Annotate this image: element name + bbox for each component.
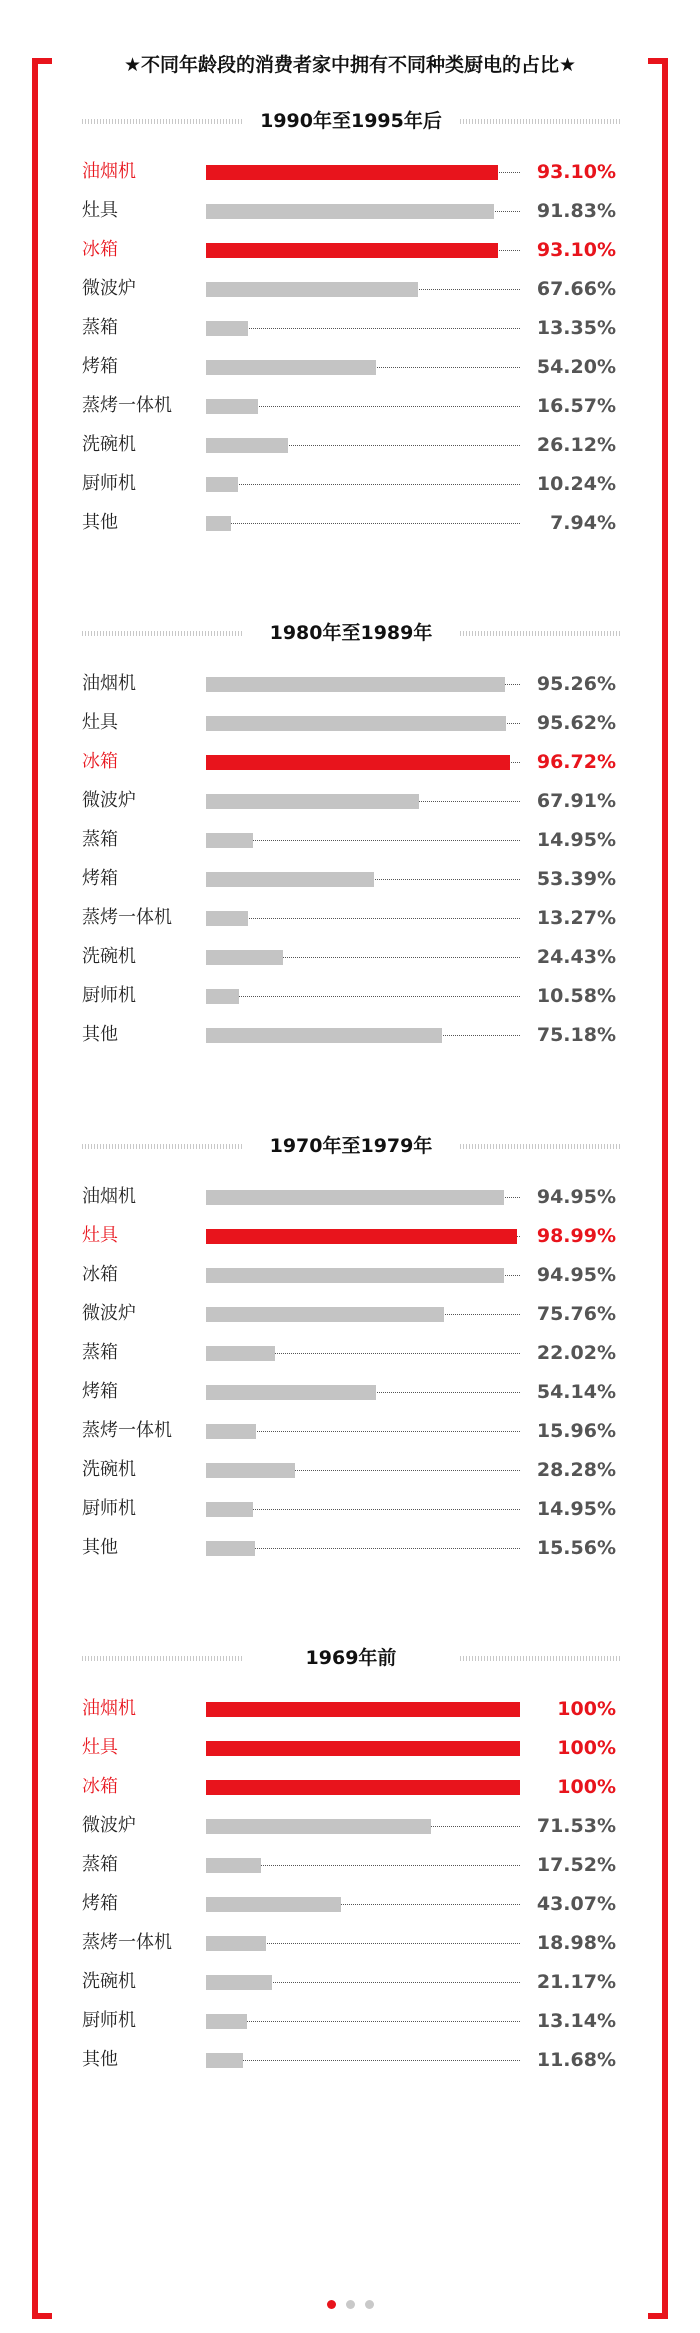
category-label: 洗碗机: [82, 434, 136, 455]
category-label: 厨师机: [82, 473, 136, 494]
value-label: 71.53%: [536, 1815, 616, 1837]
value-label: 91.83%: [536, 200, 616, 222]
section-title: 1969年前: [305, 1647, 397, 1669]
bar-row: [0, 1808, 700, 1847]
value-label: 95.62%: [536, 712, 616, 734]
bar-row: [0, 1413, 700, 1452]
category-label: 油烟机: [82, 673, 136, 694]
bar: [206, 911, 248, 926]
bar-track: [206, 996, 520, 997]
value-label: 18.98%: [536, 1932, 616, 1954]
bar: [206, 989, 239, 1004]
bar: [206, 1190, 504, 1205]
bar-row: [0, 1491, 700, 1530]
bar-row: [0, 310, 700, 349]
bar: [206, 716, 506, 731]
pagination-dots: [0, 2294, 700, 2313]
bar-row: [0, 978, 700, 1017]
section-title: 1990年至1995年后: [260, 110, 442, 132]
bar: [206, 1307, 444, 1322]
bar-row: [0, 1530, 700, 1569]
bar: [206, 2053, 243, 2068]
bar: [206, 1858, 261, 1873]
value-label: 17.52%: [536, 1854, 616, 1876]
value-label: 14.95%: [536, 829, 616, 851]
category-label: 冰箱: [82, 239, 118, 260]
value-label: 16.57%: [536, 395, 616, 417]
bar-rows: [0, 1179, 700, 1569]
category-label: 冰箱: [82, 1776, 118, 1797]
bar-row: [0, 939, 700, 978]
pagination-dot[interactable]: [346, 2300, 355, 2309]
bar-row: [0, 154, 700, 193]
value-label: 100%: [557, 1698, 616, 1720]
bar: [206, 282, 418, 297]
bar-row: [0, 1017, 700, 1056]
bar: [206, 1385, 376, 1400]
value-label: 75.76%: [536, 1303, 616, 1325]
bar: [206, 677, 505, 692]
bar-row: [0, 2003, 700, 2042]
bar-row: [0, 783, 700, 822]
bar: [206, 1741, 520, 1756]
category-label: 微波炉: [82, 1303, 136, 1324]
category-label: 蒸烤一体机: [82, 907, 172, 928]
value-label: 22.02%: [536, 1342, 616, 1364]
category-label: 微波炉: [82, 790, 136, 811]
category-label: 厨师机: [82, 2010, 136, 2031]
bar-track: [206, 2060, 520, 2061]
bar-row: [0, 1925, 700, 1964]
bar-row: [0, 1335, 700, 1374]
category-label: 厨师机: [82, 985, 136, 1006]
bar-row: [0, 1730, 700, 1769]
value-label: 14.95%: [536, 1498, 616, 1520]
category-label: 其他: [82, 1537, 118, 1558]
section-header: [82, 108, 620, 134]
bar-row: [0, 1847, 700, 1886]
section-title: 1970年至1979年: [269, 1135, 433, 1157]
pagination-dot[interactable]: [365, 2300, 374, 2309]
value-label: 21.17%: [536, 1971, 616, 1993]
category-label: 灶具: [82, 1737, 118, 1758]
category-label: 其他: [82, 512, 118, 533]
category-label: 洗碗机: [82, 1971, 136, 1992]
section-title: 1980年至1989年: [269, 622, 433, 644]
bar: [206, 2014, 247, 2029]
category-label: 灶具: [82, 1225, 118, 1246]
category-label: 灶具: [82, 200, 118, 221]
category-label: 洗碗机: [82, 946, 136, 967]
bar: [206, 1702, 520, 1717]
bar-row: [0, 900, 700, 939]
category-label: 蒸箱: [82, 829, 118, 850]
category-label: 灶具: [82, 712, 118, 733]
value-label: 13.35%: [536, 317, 616, 339]
bar-row: [0, 822, 700, 861]
value-label: 94.95%: [536, 1264, 616, 1286]
value-label: 93.10%: [536, 161, 616, 183]
page-title: ★不同年龄段的消费者家中拥有不同种类厨电的占比★: [123, 54, 577, 76]
category-label: 其他: [82, 1024, 118, 1045]
bar: [206, 872, 374, 887]
bar-row: [0, 388, 700, 427]
value-label: 26.12%: [536, 434, 616, 456]
category-label: 油烟机: [82, 1698, 136, 1719]
bar-row: [0, 861, 700, 900]
bar-row: [0, 1296, 700, 1335]
bar-row: [0, 466, 700, 505]
value-label: 11.68%: [536, 2049, 616, 2071]
value-label: 100%: [557, 1737, 616, 1759]
bar: [206, 1541, 255, 1556]
bar-track: [206, 918, 520, 919]
bar-row: [0, 1218, 700, 1257]
bar: [206, 794, 419, 809]
value-label: 75.18%: [536, 1024, 616, 1046]
bar: [206, 1229, 517, 1244]
bar-rows: [0, 666, 700, 1056]
value-label: 94.95%: [536, 1186, 616, 1208]
bar: [206, 1936, 266, 1951]
bar: [206, 755, 510, 770]
value-label: 98.99%: [536, 1225, 616, 1247]
value-label: 100%: [557, 1776, 616, 1798]
section-header: [82, 1133, 620, 1159]
bar: [206, 1897, 341, 1912]
value-label: 43.07%: [536, 1893, 616, 1915]
bar: [206, 1819, 431, 1834]
bar: [206, 321, 248, 336]
bar-track: [206, 523, 520, 524]
bar: [206, 360, 376, 375]
section-header: [82, 1645, 620, 1671]
category-label: 油烟机: [82, 1186, 136, 1207]
bar: [206, 1346, 275, 1361]
category-label: 蒸箱: [82, 317, 118, 338]
bar-row: [0, 1374, 700, 1413]
bar: [206, 1028, 442, 1043]
bar: [206, 438, 288, 453]
value-label: 53.39%: [536, 868, 616, 890]
value-label: 15.56%: [536, 1537, 616, 1559]
bar-row: [0, 193, 700, 232]
bar-row: [0, 1257, 700, 1296]
bar: [206, 1463, 295, 1478]
category-label: 烤箱: [82, 868, 118, 889]
bar: [206, 243, 498, 258]
category-label: 烤箱: [82, 356, 118, 377]
bar-row: [0, 666, 700, 705]
value-label: 10.24%: [536, 473, 616, 495]
category-label: 烤箱: [82, 1381, 118, 1402]
value-label: 67.91%: [536, 790, 616, 812]
bar: [206, 950, 283, 965]
value-label: 96.72%: [536, 751, 616, 773]
bar-rows: [0, 154, 700, 544]
bar-track: [206, 328, 520, 329]
bar: [206, 1268, 504, 1283]
value-label: 54.14%: [536, 1381, 616, 1403]
bar: [206, 516, 231, 531]
bar-row: [0, 705, 700, 744]
bar: [206, 165, 498, 180]
bar: [206, 1502, 253, 1517]
bar-row: [0, 2042, 700, 2081]
bar-rows: [0, 1691, 700, 2081]
bar-row: [0, 744, 700, 783]
category-label: 油烟机: [82, 161, 136, 182]
bar: [206, 1975, 272, 1990]
value-label: 15.96%: [536, 1420, 616, 1442]
section-header: [82, 620, 620, 646]
category-label: 冰箱: [82, 751, 118, 772]
value-label: 95.26%: [536, 673, 616, 695]
category-label: 其他: [82, 2049, 118, 2070]
category-label: 蒸箱: [82, 1854, 118, 1875]
bar-track: [206, 2021, 520, 2022]
value-label: 7.94%: [550, 512, 616, 534]
bar-track: [206, 1509, 520, 1510]
bar: [206, 1424, 256, 1439]
bar: [206, 1780, 520, 1795]
value-label: 54.20%: [536, 356, 616, 378]
category-label: 蒸烤一体机: [82, 1932, 172, 1953]
value-label: 13.27%: [536, 907, 616, 929]
bar-row: [0, 1964, 700, 2003]
category-label: 厨师机: [82, 1498, 136, 1519]
bar-row: [0, 1452, 700, 1491]
bar-row: [0, 505, 700, 544]
category-label: 洗碗机: [82, 1459, 136, 1480]
value-label: 24.43%: [536, 946, 616, 968]
bar: [206, 833, 253, 848]
value-label: 28.28%: [536, 1459, 616, 1481]
bar: [206, 399, 258, 414]
bar: [206, 477, 238, 492]
bar-track: [206, 840, 520, 841]
category-label: 蒸烤一体机: [82, 395, 172, 416]
bar-row: [0, 1691, 700, 1730]
bar-row: [0, 349, 700, 388]
category-label: 冰箱: [82, 1264, 118, 1285]
category-label: 微波炉: [82, 278, 136, 299]
category-label: 蒸烤一体机: [82, 1420, 172, 1441]
bar-track: [206, 484, 520, 485]
bar-row: [0, 1886, 700, 1925]
bar-row: [0, 271, 700, 310]
category-label: 烤箱: [82, 1893, 118, 1914]
value-label: 10.58%: [536, 985, 616, 1007]
value-label: 13.14%: [536, 2010, 616, 2032]
bar-row: [0, 232, 700, 271]
category-label: 微波炉: [82, 1815, 136, 1836]
value-label: 93.10%: [536, 239, 616, 261]
bar-row: [0, 1179, 700, 1218]
pagination-dot[interactable]: [327, 2300, 336, 2309]
bar-row: [0, 1769, 700, 1808]
value-label: 67.66%: [536, 278, 616, 300]
bar-row: [0, 427, 700, 466]
category-label: 蒸箱: [82, 1342, 118, 1363]
bar: [206, 204, 494, 219]
